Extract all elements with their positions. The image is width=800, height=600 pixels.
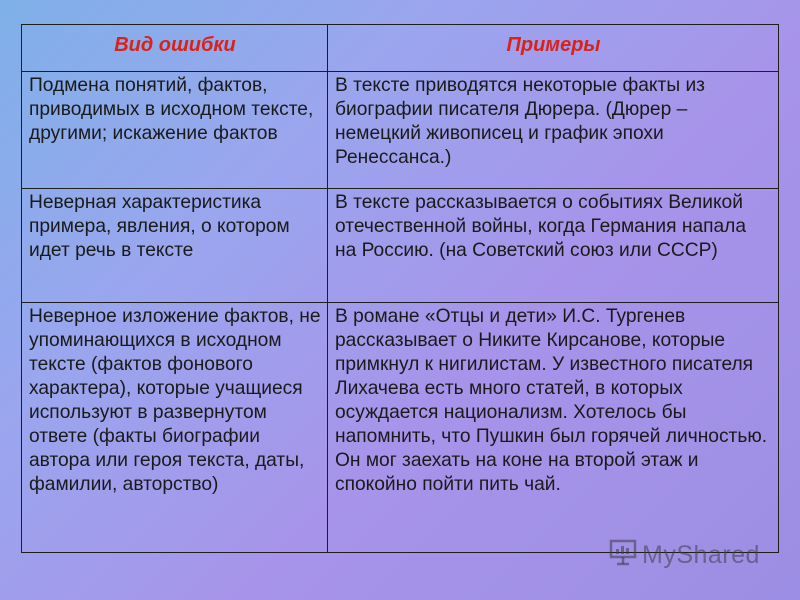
error-type-cell: Подмена понятий, фактов, приводимых в исходном тексте, другими; искажение фактов bbox=[22, 72, 328, 189]
watermark bbox=[608, 537, 760, 573]
table-row bbox=[22, 189, 779, 303]
error-type-cell: Неверное изложение фактов, не упоминающихся в исходном тексте (фактов фонового характера), которые учащиеся используют в развернутом ответе (факты биографии автора или героя текста, даты, фамилии, авторство) bbox=[22, 303, 328, 553]
presentation-board-icon bbox=[608, 537, 642, 574]
error-type-cell: Неверная характеристика примера, явления, о котором идет речь в тексте bbox=[22, 189, 328, 303]
watermark-text: MyShared bbox=[642, 540, 760, 569]
error-types-table bbox=[21, 24, 779, 553]
example-cell: В тексте приводятся некоторые факты из биографии писателя Дюрера. (Дюрер – немецкий живописец и график эпохи Ренессанса.) bbox=[328, 72, 779, 189]
table-row bbox=[22, 72, 779, 189]
header-examples: Примеры bbox=[328, 25, 779, 72]
example-cell: В тексте рассказывается о событиях Великой отечественной войны, когда Германия напала на Россию. (на Советский союз или СССР) bbox=[328, 189, 779, 303]
table-row bbox=[22, 303, 779, 553]
example-cell: В романе «Отцы и дети» И.С. Тургенев рассказывает о Никите Кирсанове, которые примкнул к нигилистам. У известного писателя Лихачева есть много статей, в которых осуждается национализм. Хотелось бы напомнить, что Пушкин был горячей личностью. Он мог заехать на коне на второй этаж и спокойно пойти пить чай. bbox=[328, 303, 779, 553]
table-header-row bbox=[22, 25, 779, 72]
header-error-type: Вид ошибки bbox=[22, 25, 328, 72]
